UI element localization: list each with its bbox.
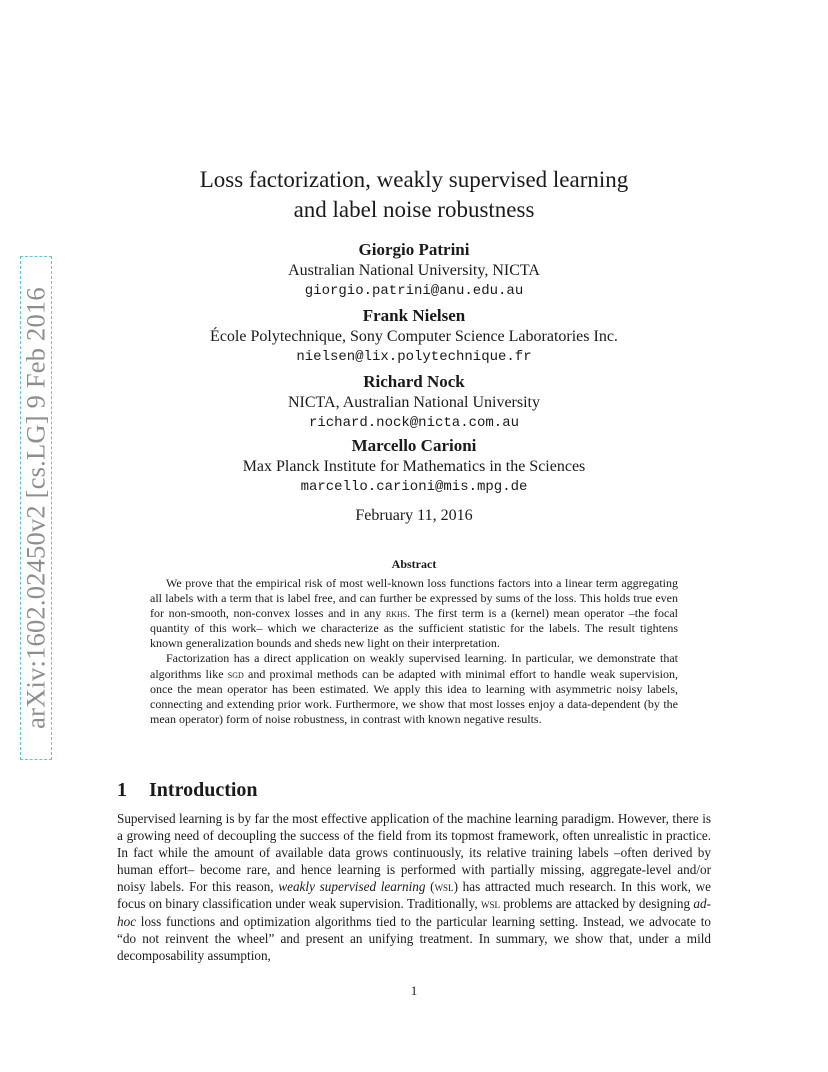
author-block: [150, 371, 678, 433]
author-email[interactable]: richard.nock@nicta.com.au: [308, 415, 520, 431]
abstract-paragraph: We prove that the empirical risk of most well-known loss functions factors into a linear term aggregating all labels with a term that is label free, and can further be expressed by sums of the loss. This holds true even for non-smooth, non-convex losses and in any rkhs. The first term is a (kernel) mean operator –the focal quantity of this work– which we characterize as the sufficient statistic for the labels. The result tightens known generalization bounds and sheds new light on their interpretation.: [150, 576, 678, 651]
author-block: [150, 305, 678, 367]
author-block: [150, 239, 678, 301]
author-affiliation: Max Planck Institute for Mathematics in the Sciences: [242, 458, 586, 475]
section-title: Introduction: [149, 779, 258, 801]
arxiv-stamp: arXiv:1602.02450v2 [cs.LG] 9 Feb 2016: [20, 287, 51, 729]
abstract-body: [150, 576, 678, 727]
author-name: Frank Nielsen: [362, 306, 466, 325]
publication-date: February 11, 2016: [355, 507, 473, 524]
paper-title: [150, 165, 678, 225]
arxiv-sidebar: [14, 262, 58, 754]
abstract-paragraph: Factorization has a direct application on weakly supervised learning. In particular, we demonstrate that algorithms like sgd and proximal methods can be adapted with minimal effort to handle weak supervision, once the mean operator has been estimated. We apply this idea to learning with asymmetric noisy labels, connecting and extending prior work. Furthermore, we show that most losses enjoy a data-dependent (by the mean operator) form of noise robustness, in contrast with known negative results.: [150, 651, 678, 726]
title-line-2: and label noise robustness: [293, 197, 535, 222]
author-name: Richard Nock: [363, 372, 465, 391]
author-email[interactable]: nielsen@lix.polytechnique.fr: [296, 349, 532, 365]
author-block: [150, 435, 678, 497]
section-heading: [117, 777, 258, 803]
author-affiliation: Australian National University, NICTA: [288, 262, 540, 279]
author-affiliation: École Polytechnique, Sony Computer Science Laboratories Inc.: [210, 328, 618, 345]
section-number: 1: [117, 779, 127, 801]
author-name: Marcello Carioni: [351, 436, 477, 455]
author-affiliation: NICTA, Australian National University: [287, 394, 540, 411]
abstract-heading: Abstract: [391, 557, 437, 571]
page-number: 1: [410, 983, 418, 998]
author-email[interactable]: marcello.carioni@mis.mpg.de: [300, 479, 528, 495]
introduction-body: [117, 810, 711, 964]
author-email[interactable]: giorgio.patrini@anu.edu.au: [304, 283, 524, 299]
title-line-1: Loss factorization, weakly supervised learning: [199, 167, 629, 192]
author-name: Giorgio Patrini: [358, 240, 470, 259]
body-paragraph: Supervised learning is by far the most effective application of the machine learning paradigm. However, there is a growing need of decoupling the success of the field from its topmost framework, often unrealistic in practice. In fact while the amount of available data grows continuously, its relative training labels –often derived by human effort– become rare, and hence learning is performed with partially missing, aggregate-level and/or noisy labels. For this reason, weakly supervised learning (wsl) has attracted much research. In this work, we focus on binary classification under weak supervision. Traditionally, wsl problems are attacked by designing ad-hoc loss functions and optimization algorithms tied to the particular learning setting. Instead, we advocate to “do not reinvent the wheel” and present an unifying treatment. In summary, we show that, under a mild decomposability assumption,: [117, 811, 711, 963]
